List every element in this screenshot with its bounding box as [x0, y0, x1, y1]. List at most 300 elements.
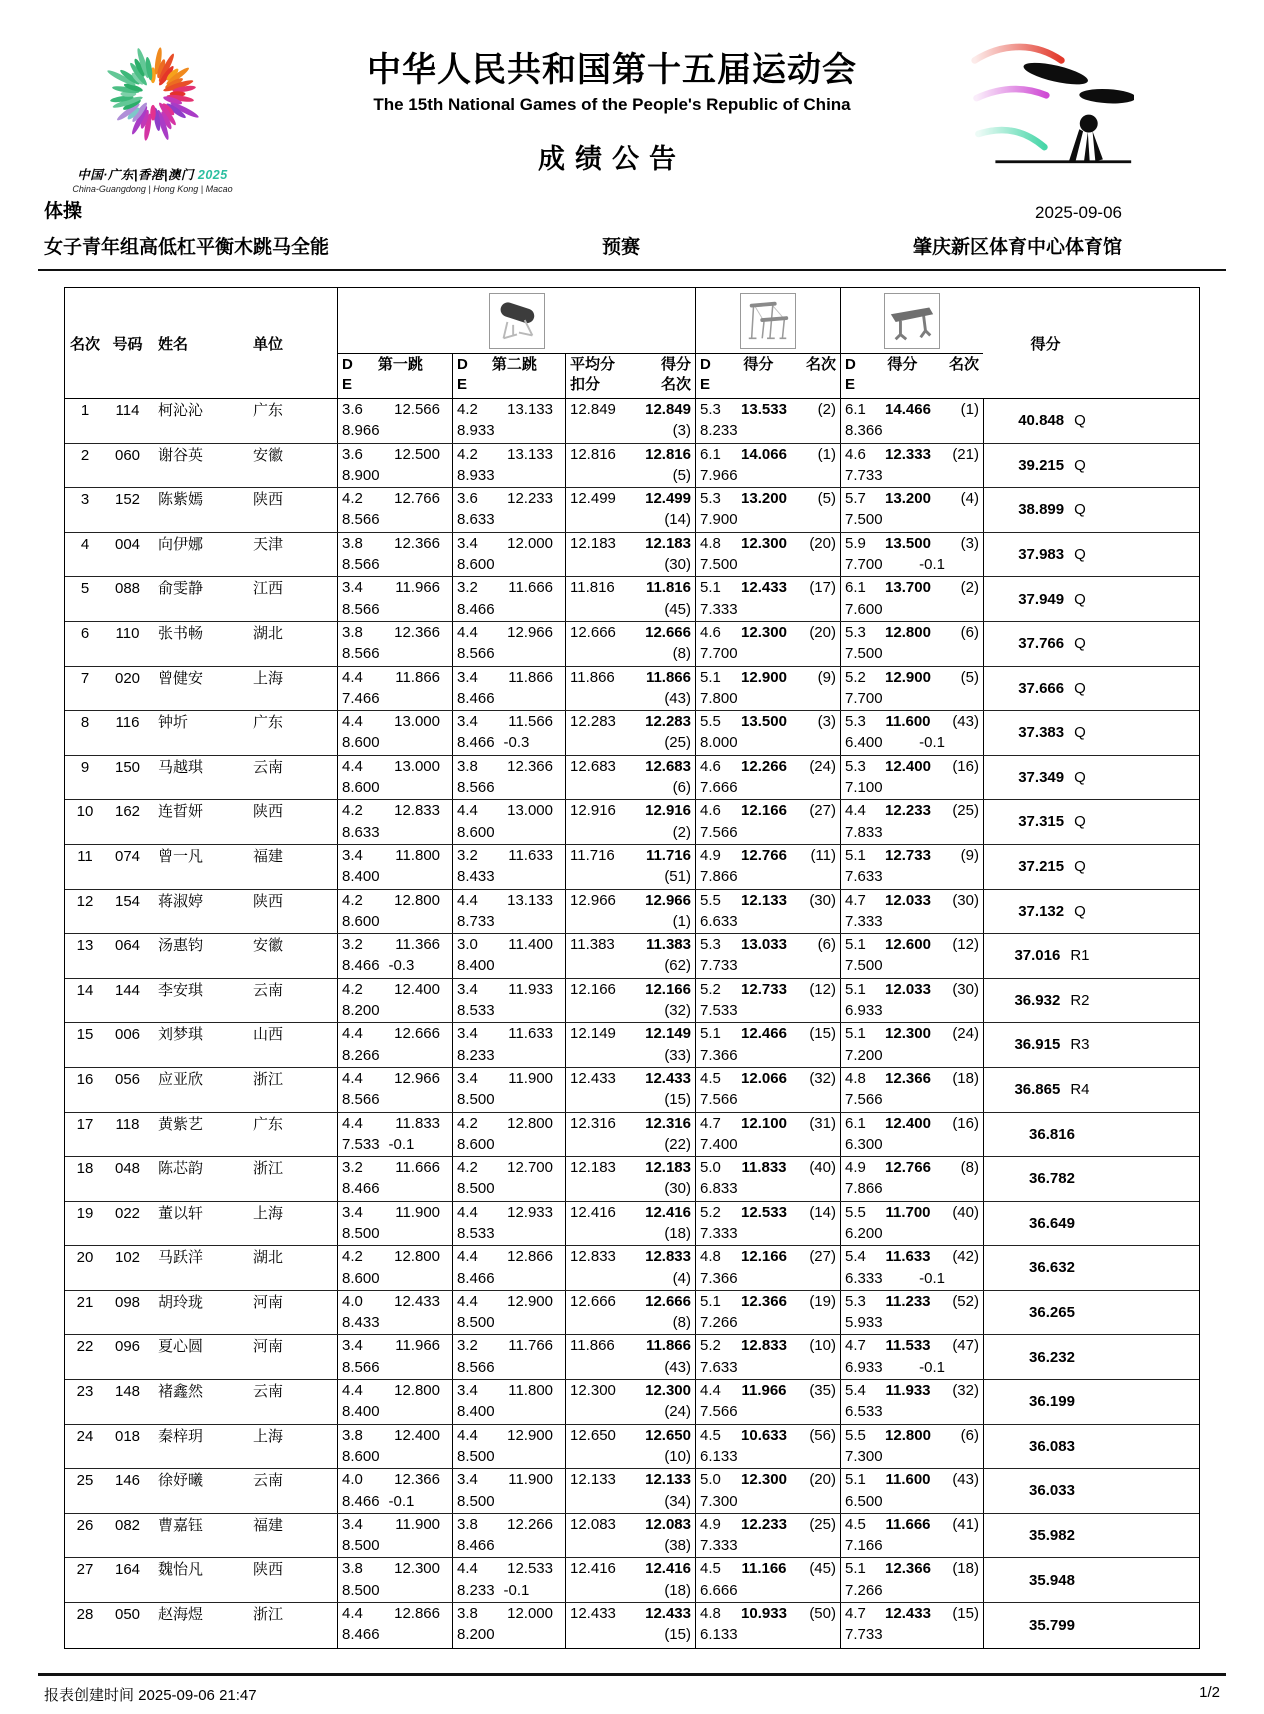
vault-place: (15) [664, 1626, 691, 1644]
qualifier: Q [1074, 902, 1086, 920]
d-value: 4.4 [457, 1203, 478, 1221]
apparatus-score: 12.433 [885, 1605, 931, 1623]
apparatus-score: 12.300 [741, 534, 787, 552]
balance-beam-cell [840, 934, 983, 978]
vault2-cell [452, 1157, 565, 1201]
page-number: 1/2 [1199, 1683, 1220, 1701]
uneven-bars-cell [695, 488, 840, 532]
athlete-name-cell: 钟圻 [158, 714, 189, 732]
place-value: (19) [809, 1292, 836, 1310]
unit-header: 单位 [253, 335, 284, 353]
bib-cell: 150 [114, 758, 141, 776]
d-value: 4.6 [700, 757, 721, 775]
balance-beam-cell [840, 800, 983, 844]
e-value: 8.566 [457, 645, 495, 663]
vault-place: (34) [664, 1492, 691, 1510]
apparatus-score: 12.433 [741, 579, 787, 597]
d-value: 3.4 [342, 579, 363, 597]
unit-cell: 广东 [253, 1115, 284, 1133]
d-value: 4.4 [457, 1426, 478, 1444]
e-value: 6.133 [700, 1626, 738, 1644]
vault-final-score: 12.433 [645, 1605, 691, 1623]
place-value: (47) [952, 1337, 979, 1355]
vault-score: 11.566 [508, 713, 553, 731]
bib-cell: 020 [114, 669, 141, 687]
total-score: 37.349 [1018, 768, 1065, 786]
apparatus-score: 12.766 [741, 846, 787, 864]
e-value: 8.266 [342, 1046, 380, 1064]
total-cell [983, 1425, 1198, 1469]
rank-header: 名次 [69, 335, 100, 353]
balance-beam-cell [840, 1113, 983, 1157]
apparatus-score: 12.066 [741, 1069, 787, 1087]
apparatus-score: 12.800 [885, 1426, 931, 1444]
table-row [65, 711, 1199, 756]
d-value: 4.6 [845, 445, 866, 463]
vault-score: 12.900 [507, 1426, 553, 1444]
date-label: 2025-09-06 [1035, 203, 1122, 222]
d-value: 4.4 [342, 1025, 363, 1043]
d-value: 3.6 [342, 401, 363, 418]
apparatus-score: 12.366 [741, 1292, 787, 1310]
vault1-cell [337, 934, 452, 978]
bib-cell: 144 [114, 981, 141, 999]
vault-score: 11.400 [508, 936, 553, 954]
total-score: 36.915 [1014, 1036, 1061, 1054]
unit-cell: 福建 [253, 847, 284, 865]
apparatus-score: 12.900 [741, 668, 787, 686]
total-cell [983, 890, 1198, 934]
place-value: (35) [809, 1382, 836, 1400]
d-value: 3.8 [457, 757, 478, 775]
athlete-name-cell: 夏心圆 [158, 1338, 204, 1356]
page-title: 中华人民共和国第十五届运动会 [367, 51, 857, 89]
vault-final-score: 12.133 [645, 1471, 691, 1489]
vault1-cell [337, 1469, 452, 1513]
vault-score: 11.966 [395, 579, 440, 597]
apparatus-score: 12.100 [741, 1114, 787, 1132]
balance-beam-cell [840, 756, 983, 800]
apparatus-score: 11.233 [885, 1292, 931, 1310]
athlete-name-cell: 徐妤曦 [158, 1472, 204, 1490]
vault2-cell [452, 622, 565, 666]
games-logo-caption-en: China-Guangdong | Hong Kong | Macao [72, 184, 233, 194]
gymnastics-pictogram-icon [969, 34, 1134, 166]
total-cell [983, 979, 1198, 1023]
vault-score: 12.366 [394, 1471, 440, 1489]
total-cell [983, 622, 1198, 666]
average-value: 12.416 [570, 1560, 616, 1578]
qualifier: Q [1074, 412, 1086, 430]
vault-score: 11.900 [508, 1471, 553, 1489]
vault1-subheader: D 第一跳 E [337, 354, 452, 398]
uneven-bars-cell [695, 845, 840, 889]
d-value: 5.5 [700, 713, 721, 731]
bib-header: 号码 [112, 335, 143, 353]
vault1-cell [337, 1380, 452, 1424]
vault-average-cell [565, 533, 695, 577]
place-value: (45) [809, 1560, 836, 1578]
average-value: 12.650 [570, 1426, 616, 1444]
rank-cell: 10 [76, 803, 94, 821]
apparatus-score: 11.933 [885, 1382, 931, 1400]
bib-cell: 162 [114, 803, 141, 821]
vault-score: 11.366 [395, 936, 440, 954]
rank-cell: 25 [76, 1472, 94, 1490]
total-cell [983, 488, 1198, 532]
apparatus-score: 14.066 [741, 445, 787, 463]
table-row [65, 979, 1199, 1024]
total-cell [983, 800, 1198, 844]
vault-final-score: 12.149 [645, 1025, 691, 1043]
unit-cell: 湖北 [253, 1249, 284, 1267]
vault-average-cell [565, 488, 695, 532]
vault-score: 13.133 [507, 401, 553, 418]
balance-beam-cell [840, 1023, 983, 1067]
e-value: 8.200 [457, 1626, 495, 1644]
vault-average-cell [565, 622, 695, 666]
d-value: 3.4 [457, 1471, 478, 1489]
athlete-name-cell: 汤惠钧 [158, 937, 204, 955]
e-value: 8.233 [700, 422, 738, 440]
vault-average-cell [565, 1603, 695, 1648]
vault2-cell [452, 1246, 565, 1290]
place-value: (27) [809, 1248, 836, 1266]
vault-score: 11.766 [508, 1337, 553, 1355]
apparatus-score: 12.266 [741, 757, 787, 775]
vault-place: (15) [664, 1091, 691, 1109]
average-value: 12.316 [570, 1114, 616, 1132]
vault-average-cell [565, 1291, 695, 1335]
e-value: 8.433 [342, 1314, 380, 1332]
rank-cell: 6 [80, 624, 90, 642]
qualifier: R2 [1070, 991, 1090, 1009]
balance-beam-cell [840, 845, 983, 889]
average-value: 11.716 [570, 846, 615, 864]
place-value: (25) [809, 1515, 836, 1533]
vault-place: (14) [664, 511, 691, 529]
sport-label: 体操 [44, 201, 83, 222]
apparatus-score: 12.400 [885, 757, 931, 775]
uneven-bars-cell [695, 1469, 840, 1513]
d-value: 4.4 [457, 802, 478, 820]
vault-place: (8) [672, 645, 691, 663]
unit-cell: 广东 [253, 714, 284, 732]
place-value: (9) [960, 846, 979, 864]
vault-place: (43) [664, 1358, 691, 1376]
total-cell [983, 577, 1198, 621]
e-value: 7.600 [845, 600, 883, 618]
total-cell [983, 934, 1198, 978]
d-value: 3.4 [457, 1025, 478, 1043]
total-cell [983, 399, 1198, 443]
vault1-cell [337, 1603, 452, 1648]
penalty-value: -0.3 [388, 957, 415, 975]
place-value: (3) [817, 713, 836, 731]
vault-score: 11.900 [508, 1069, 553, 1087]
event-title: 女子青年组高低杠平衡木跳马全能 [44, 237, 330, 258]
vault-place: (45) [664, 600, 691, 618]
balance-beam-cell [840, 711, 983, 755]
athlete-name-cell: 李安琪 [158, 981, 204, 999]
qualifier: R3 [1070, 1036, 1090, 1054]
vault-score: 11.866 [395, 668, 440, 686]
vault2-cell [452, 1335, 565, 1379]
d-value: 5.1 [845, 1471, 866, 1489]
d-value: 3.8 [457, 1605, 478, 1623]
place-value: (24) [952, 1025, 979, 1043]
e-value: 8.600 [457, 1135, 495, 1153]
d-value: 4.2 [457, 445, 478, 463]
apparatus-score: 11.833 [741, 1159, 787, 1177]
athlete-name-cell: 董以轩 [158, 1204, 204, 1222]
e-value: 7.700 [845, 689, 883, 707]
vault1-cell [337, 444, 452, 488]
vault-final-score: 12.416 [645, 1560, 691, 1578]
bib-cell: 114 [115, 402, 140, 419]
d-value: 4.4 [342, 713, 363, 731]
e-value: 8.600 [457, 556, 495, 574]
place-value: (30) [952, 891, 979, 909]
e-value: 8.566 [342, 511, 380, 529]
table-row [65, 800, 1199, 845]
d-value: 4.7 [845, 1337, 866, 1355]
rank-cell: 11 [77, 847, 93, 865]
table-row [65, 845, 1199, 890]
total-score: 37.983 [1018, 545, 1065, 563]
average-value: 11.383 [570, 936, 615, 954]
table-row [65, 934, 1199, 979]
total-score: 36.782 [1029, 1170, 1075, 1188]
d-value: 4.4 [700, 1382, 721, 1400]
d-value: 3.8 [342, 534, 363, 552]
penalty-value: -0.1 [919, 734, 945, 752]
table-row [65, 890, 1199, 935]
vault-score: 11.900 [395, 1203, 440, 1221]
e-value: 6.300 [845, 1135, 883, 1153]
rank-cell: 2 [80, 446, 90, 464]
unit-cell: 陕西 [253, 892, 284, 910]
vault-final-score: 12.283 [645, 713, 691, 731]
vault-place: (24) [664, 1403, 691, 1421]
vault2-cell [452, 1469, 565, 1513]
unit-cell: 河南 [253, 1338, 284, 1356]
vault-score: 13.133 [507, 891, 553, 909]
uneven-bars-cell [695, 756, 840, 800]
vault2-cell [452, 756, 565, 800]
athlete-name-cell: 陈芯韵 [158, 1160, 204, 1178]
e-value: 8.566 [342, 1358, 380, 1376]
average-value: 12.300 [570, 1382, 616, 1400]
report-subtitle: 成绩公告 [538, 144, 686, 174]
total-score: 37.766 [1018, 635, 1065, 653]
bib-cell: 096 [114, 1338, 141, 1356]
uneven-bars-cell [695, 1157, 840, 1201]
e-value: 7.866 [700, 868, 738, 886]
vault-average-cell [565, 1425, 695, 1469]
vault-score: 12.000 [507, 1605, 553, 1623]
athlete-name-cell: 曹嘉钰 [158, 1516, 204, 1534]
athlete-name-cell: 陈紫嫣 [158, 491, 204, 509]
bib-cell: 118 [115, 1115, 140, 1133]
games-logo-year: 2025 [197, 168, 228, 182]
apparatus-score: 12.366 [885, 1069, 931, 1087]
place-value: (27) [809, 802, 836, 820]
balance-beam-cell [840, 1202, 983, 1246]
average-value: 12.499 [570, 490, 616, 508]
uneven-bars-cell [695, 1558, 840, 1602]
e-value: 8.600 [342, 1269, 380, 1287]
d-value: 5.7 [845, 490, 866, 508]
rank-cell: 12 [76, 892, 94, 910]
e-value: 8.600 [342, 734, 380, 752]
vault-place: (6) [672, 779, 691, 797]
e-value: 7.566 [845, 1091, 883, 1109]
unit-cell: 浙江 [253, 1160, 284, 1178]
d-value: 3.2 [457, 579, 478, 597]
total-score: 36.265 [1029, 1304, 1075, 1322]
place-value: (40) [809, 1159, 836, 1177]
average-value: 11.866 [570, 668, 615, 686]
rank-cell: 22 [76, 1338, 94, 1356]
penalty-value: -0.1 [503, 1581, 530, 1599]
bib-cell: 148 [114, 1383, 141, 1401]
vault-score: 13.000 [394, 757, 440, 775]
e-value: 6.933 [845, 1358, 883, 1376]
e-value: 8.366 [845, 422, 883, 440]
vault-score: 11.800 [395, 846, 440, 864]
e-value: 8.900 [342, 466, 380, 484]
table-row [65, 1157, 1199, 1202]
d-value: 4.5 [845, 1515, 866, 1533]
athlete-name-cell: 谢谷英 [158, 446, 204, 464]
vault-place: (32) [664, 1002, 691, 1020]
place-value: (15) [809, 1025, 836, 1043]
e-value: 8.400 [342, 868, 380, 886]
vault-average-cell [565, 756, 695, 800]
uneven-bars-cell [695, 667, 840, 711]
apparatus-score: 11.966 [741, 1382, 787, 1400]
total-cell [983, 1023, 1198, 1067]
vault-score: 12.966 [394, 1069, 440, 1087]
apparatus-score: 13.700 [885, 579, 931, 597]
d-value: 3.4 [457, 668, 478, 686]
table-row [65, 1202, 1199, 1247]
d-value: 4.4 [845, 802, 866, 820]
unit-cell: 云南 [253, 1383, 284, 1401]
balance-beam-cell [840, 1514, 983, 1558]
vault1-cell [337, 1157, 452, 1201]
vault-final-score: 12.300 [645, 1382, 691, 1400]
balance-beam-cell [840, 1425, 983, 1469]
total-score: 37.315 [1018, 813, 1065, 831]
d-value: 3.4 [342, 1337, 363, 1355]
vault2-cell [452, 800, 565, 844]
apparatus-score: 11.166 [741, 1560, 787, 1578]
apparatus-score: 12.833 [741, 1337, 787, 1355]
table-row [65, 399, 1199, 444]
games-burst-icon [87, 30, 219, 158]
place-value: (31) [809, 1114, 836, 1132]
balance-beam-subheader: D 得分 名次 E [840, 354, 983, 398]
uneven-bars-cell [695, 1335, 840, 1379]
e-value: 8.200 [342, 1002, 380, 1020]
vault-score: 12.366 [507, 757, 553, 775]
place-value: (10) [809, 1337, 836, 1355]
vault2-cell [452, 1023, 565, 1067]
e-value: 7.300 [700, 1492, 738, 1510]
uneven-bars-cell [695, 1246, 840, 1290]
meta-section [0, 196, 1264, 259]
vault-score: 12.433 [394, 1292, 440, 1310]
unit-cell: 安徽 [253, 937, 284, 955]
d-value: 4.2 [342, 1248, 363, 1266]
d-value: 4.8 [700, 534, 721, 552]
total-score: 36.033 [1029, 1482, 1075, 1500]
average-value: 12.666 [570, 623, 616, 641]
e-value: 8.966 [342, 422, 380, 440]
apparatus-score: 13.533 [741, 401, 787, 418]
vault-place: (33) [664, 1046, 691, 1064]
vault-final-score: 12.499 [645, 490, 691, 508]
table-row [65, 577, 1199, 622]
unit-cell: 上海 [253, 1204, 284, 1222]
e-value: 8.466 [457, 734, 495, 752]
e-value: 8.600 [457, 823, 495, 841]
d-value: 4.2 [457, 1114, 478, 1132]
place-value: (14) [809, 1203, 836, 1221]
table-row [65, 1558, 1199, 1603]
vault-average-cell [565, 1113, 695, 1157]
table-row [65, 756, 1199, 801]
rank-cell: 14 [76, 981, 94, 999]
d-value: 4.4 [457, 891, 478, 909]
d-value: 5.1 [845, 936, 866, 954]
vault-final-score: 12.183 [645, 1159, 691, 1177]
d-value: 4.8 [700, 1248, 721, 1266]
unit-cell: 陕西 [253, 491, 284, 509]
d-value: 5.3 [700, 401, 721, 418]
d-value: 3.8 [342, 1560, 363, 1578]
vault-score: 11.833 [395, 1114, 440, 1132]
rank-cell: 18 [76, 1160, 94, 1178]
average-value: 12.433 [570, 1605, 616, 1623]
apparatus-score: 12.733 [741, 980, 787, 998]
vault-score: 12.833 [394, 802, 440, 820]
place-value: (5) [817, 490, 836, 508]
bib-cell: 152 [114, 491, 141, 509]
qualifier: Q [1074, 858, 1086, 876]
average-value: 12.133 [570, 1471, 616, 1489]
e-value: 8.566 [342, 556, 380, 574]
vault-score: 12.400 [394, 1426, 440, 1444]
vault-score: 12.966 [507, 623, 553, 641]
bib-cell: 050 [114, 1606, 141, 1624]
rank-cell: 8 [80, 714, 90, 732]
average-value: 12.183 [570, 1159, 616, 1177]
athlete-name-cell: 柯沁沁 [158, 402, 204, 419]
rank-cell: 3 [80, 491, 90, 509]
d-value: 3.8 [342, 1426, 363, 1444]
vault2-cell [452, 1068, 565, 1112]
apparatus-score: 12.166 [741, 1248, 787, 1266]
balance-beam-cell [840, 1558, 983, 1602]
place-value: (2) [960, 579, 979, 597]
athlete-name-cell: 马跃洋 [158, 1249, 204, 1267]
d-value: 5.3 [845, 623, 866, 641]
place-value: (11) [810, 846, 836, 864]
total-score: 38.899 [1018, 501, 1065, 519]
